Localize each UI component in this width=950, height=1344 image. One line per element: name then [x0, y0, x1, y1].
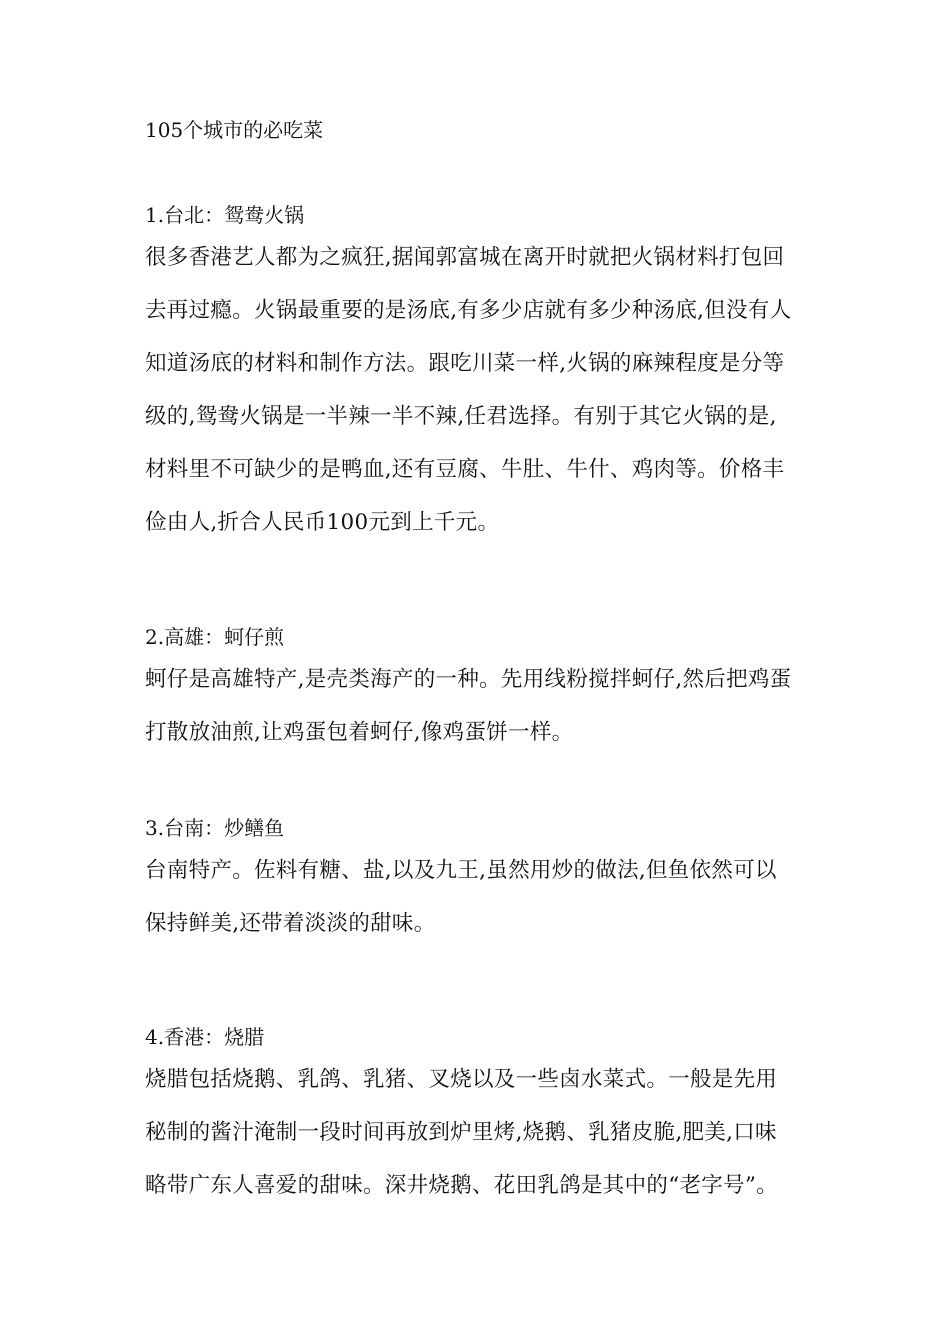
section-tainan [145, 813, 810, 962]
section-heading: 2.高雄：蚵仔煎 [145, 625, 285, 649]
paragraph-line: 俭由人,折合人民币100元到上千元。 [145, 510, 500, 535]
paragraph-line: 材料里不可缺少的是鸭血,还有豆腐、牛肚、牛什、鸡肉等。价格丰 [145, 457, 785, 482]
section-taipei [145, 200, 810, 561]
section-heading: 1.台北：鸳鸯火锅 [145, 203, 305, 227]
paragraph-line: 级的,鸳鸯火锅是一半辣一半不辣,任君选择。有别于其它火锅的是, [145, 404, 777, 429]
section-heading: 4.香港：烧腊 [145, 1025, 265, 1049]
paragraph-line: 保持鲜美,还带着淡淡的甜味。 [145, 911, 436, 936]
paragraph-line: 烧腊包括烧鹅、乳鸽、乳猪、叉烧以及一些卤水菜式。一般是先用 [145, 1067, 778, 1092]
document-title: 105个城市的必吃菜 [145, 118, 324, 142]
paragraph-line: 打散放油煎,让鸡蛋包着蚵仔,像鸡蛋饼一样。 [145, 720, 574, 745]
section-heading: 3.台南：炒鳝鱼 [145, 816, 285, 840]
paragraph-line: 蚵仔是高雄特产,是壳类海产的一种。先用线粉搅拌蚵仔,然后把鸡蛋 [145, 667, 792, 692]
paragraph-line: 秘制的酱汁淹制一段时间再放到炉里烤,烧鹅、乳猪皮脆,肥美,口味 [145, 1120, 777, 1145]
section-hongkong [145, 1022, 810, 1224]
paragraph-line: 去再过瘾。火锅最重要的是汤底,有多少店就有多少种汤底,但没有人 [145, 298, 792, 323]
paragraph-line: 知道汤底的材料和制作方法。跟吃川菜一样,火锅的麻辣程度是分等 [145, 351, 785, 376]
section-kaohsiung [145, 622, 810, 771]
paragraph-line: 很多香港艺人都为之疯狂,据闻郭富城在离开时就把火锅材料打包回 [145, 245, 785, 270]
paragraph-line: 略带广东人喜爱的甜味。深井烧鹅、花田乳鸽是其中的“老字号”。 [145, 1173, 778, 1198]
paragraph-line: 台南特产。佐料有糖、盐,以及九王,虽然用炒的做法,但鱼依然可以 [145, 858, 777, 883]
